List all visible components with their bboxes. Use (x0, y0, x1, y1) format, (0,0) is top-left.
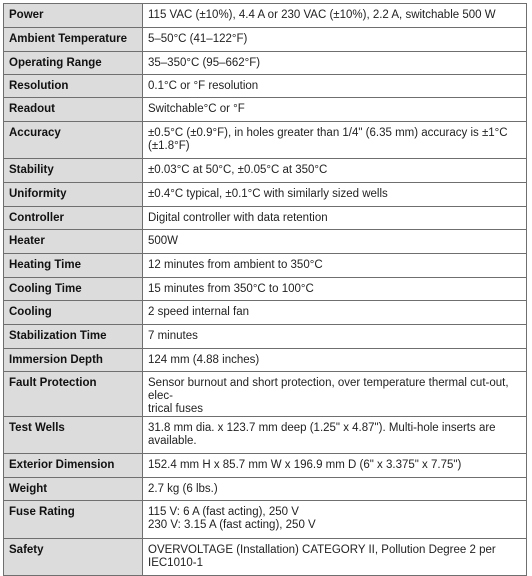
spec-row-test-wells (4, 417, 527, 454)
spec-value: 152.4 mm H x 85.7 mm W x 196.9 mm D (6" x 3.375" x 7.75") (143, 454, 527, 478)
spec-label: Cooling (4, 301, 143, 325)
spec-label: Immersion Depth (4, 349, 143, 372)
spec-label: Exterior Dimension (4, 454, 143, 478)
spec-row-power (4, 4, 527, 28)
spec-value: ±0.4°C typical, ±0.1°C with similarly sized wells (143, 183, 527, 207)
spec-value: 124 mm (4.88 inches) (143, 349, 527, 372)
spec-label: Fault Protection (4, 372, 143, 417)
spec-row-accuracy (4, 122, 527, 159)
spec-label: Safety (4, 539, 143, 576)
spec-row-weight (4, 478, 527, 501)
spec-row-readout (4, 98, 527, 122)
spec-row-fault-protection (4, 372, 527, 417)
spec-label: Heater (4, 230, 143, 254)
spec-value: ±0.5°C (±0.9°F), in holes greater than 1/4" (6.35 mm) accuracy is ±1°C (±1.8°F) (143, 122, 527, 159)
spec-row-stability (4, 159, 527, 183)
spec-row-immersion-depth (4, 349, 527, 372)
spec-table (3, 3, 527, 576)
spec-value: 7 minutes (143, 325, 527, 349)
spec-value: 5–50°C (41–122°F) (143, 28, 527, 52)
spec-value: 12 minutes from ambient to 350°C (143, 254, 527, 278)
spec-row-operating-range (4, 52, 527, 75)
spec-value: 115 V: 6 A (fast acting), 250 V 230 V: 3.15 A (fast acting), 250 V (143, 501, 527, 539)
spec-value: Sensor burnout and short protection, over temperature thermal cut-out, elec- trical fuses (143, 372, 527, 417)
spec-label: Power (4, 4, 143, 28)
spec-row-resolution (4, 75, 527, 98)
spec-label: Weight (4, 478, 143, 501)
spec-row-cooling-time (4, 278, 527, 301)
spec-value: 2.7 kg (6 lbs.) (143, 478, 527, 501)
spec-value: 31.8 mm dia. x 123.7 mm deep (1.25" x 4.87"). Multi-hole inserts are available. (143, 417, 527, 454)
spec-row-cooling (4, 301, 527, 325)
spec-label: Uniformity (4, 183, 143, 207)
spec-label: Resolution (4, 75, 143, 98)
spec-value: Switchable°C or °F (143, 98, 527, 122)
spec-value: 0.1°C or °F resolution (143, 75, 527, 98)
spec-label: Stability (4, 159, 143, 183)
spec-row-ambient-temperature (4, 28, 527, 52)
spec-label: Operating Range (4, 52, 143, 75)
spec-label: Ambient Temperature (4, 28, 143, 52)
spec-row-controller (4, 207, 527, 230)
spec-value: 115 VAC (±10%), 4.4 A or 230 VAC (±10%), 2.2 A, switchable 500 W (143, 4, 527, 28)
spec-label: Readout (4, 98, 143, 122)
spec-row-exterior-dimension (4, 454, 527, 478)
spec-value: 35–350°C (95–662°F) (143, 52, 527, 75)
spec-label: Test Wells (4, 417, 143, 454)
spec-label: Heating Time (4, 254, 143, 278)
spec-row-stabilization-time (4, 325, 527, 349)
spec-label: Accuracy (4, 122, 143, 159)
spec-value: OVERVOLTAGE (Installation) CATEGORY II, Pollution Degree 2 per IEC1010-1 (143, 539, 527, 576)
spec-row-heater (4, 230, 527, 254)
spec-row-heating-time (4, 254, 527, 278)
spec-row-fuse-rating (4, 501, 527, 539)
spec-label: Fuse Rating (4, 501, 143, 539)
spec-row-safety (4, 539, 527, 576)
spec-label: Controller (4, 207, 143, 230)
spec-label: Stabilization Time (4, 325, 143, 349)
spec-value: Digital controller with data retention (143, 207, 527, 230)
spec-value: ±0.03°C at 50°C, ±0.05°C at 350°C (143, 159, 527, 183)
spec-label: Cooling Time (4, 278, 143, 301)
spec-value: 500W (143, 230, 527, 254)
spec-value: 15 minutes from 350°C to 100°C (143, 278, 527, 301)
spec-value: 2 speed internal fan (143, 301, 527, 325)
spec-row-uniformity (4, 183, 527, 207)
